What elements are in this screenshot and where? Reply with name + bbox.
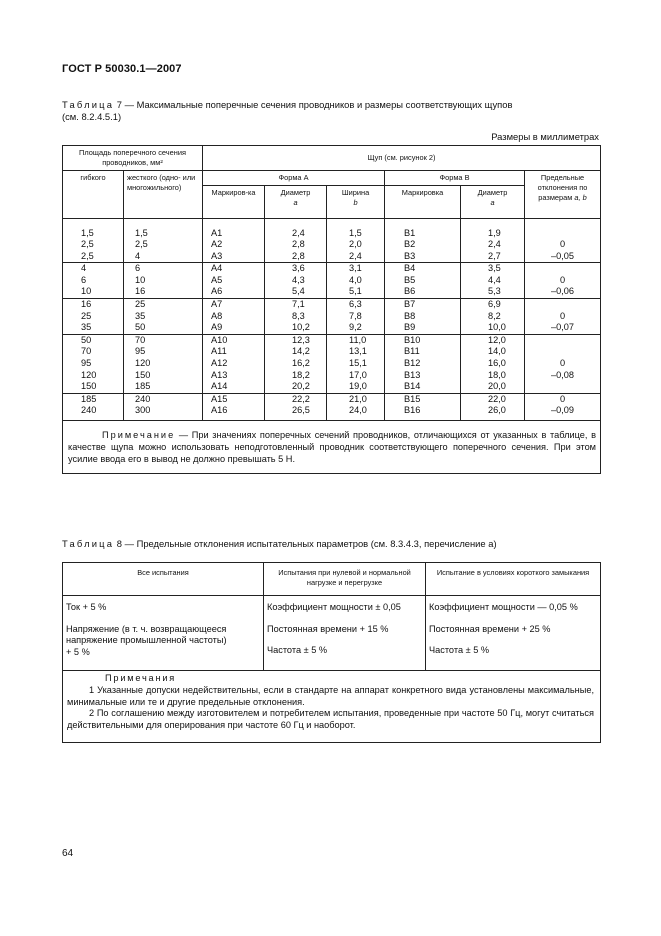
cell-flexible: 185 [63, 393, 124, 405]
cell-diameter-b: 16,0 [461, 358, 525, 370]
cell-width-b: 5,1 [327, 286, 385, 298]
cell-limit-dev: –0,06 [525, 286, 601, 298]
table7-head-form-b: Форма B [385, 171, 525, 186]
cell-limit-dev: 0 [525, 311, 601, 323]
table-row [63, 393, 601, 405]
table7 [62, 145, 601, 474]
cell-limit-dev: 0 [525, 275, 601, 287]
table8-head-short-circuit: Испытание в условиях короткого замыкания [426, 563, 601, 596]
cell-width-b: 21,0 [327, 393, 385, 405]
table8-voltage-line2: напряжение промышленной частоты) [66, 635, 227, 645]
cell-diameter-a: 16,2 [265, 358, 327, 370]
cell-marking-b: B7 [385, 299, 461, 311]
cell-flexible: 1,5 [63, 228, 124, 240]
table-row [63, 405, 601, 417]
table8-note1: 1 Указанные допуски недействительны, если в стандарте на аппарат конкретного вида установлены максимальные, минимальные или те и другие предельные отклонения. [67, 684, 594, 707]
cell-marking-b: B3 [385, 251, 461, 263]
cell-flexible: 16 [63, 299, 124, 311]
table7-head-probe: Щуп (см. рисунок 2) [203, 146, 601, 171]
table8-voltage-line3: + 5 % [66, 646, 90, 657]
cell-marking-a: A12 [203, 358, 265, 370]
table7-note-word: Примечание [102, 429, 176, 440]
table7-note-text: — При значениях поперечных сечений проводников, отличающихся от указанных в таблице, в качестве щупа можно использовать неподготовленный проводник соответствующего поперечного сечения. При этом усилие ввода его в вывод не должно превышать 5 Н. [68, 429, 597, 464]
cell-rigid: 50 [124, 322, 203, 334]
cell-rigid: 10 [124, 275, 203, 287]
cell-marking-b: B4 [385, 263, 461, 275]
cell-rigid: 1,5 [124, 228, 203, 240]
cell-diameter-a: 2,4 [265, 228, 327, 240]
cell-width-b: 6,3 [327, 299, 385, 311]
table7-units: Размеры в миллиметрах [491, 131, 599, 142]
cell-rigid: 16 [124, 286, 203, 298]
cell-width-b: 15,1 [327, 358, 385, 370]
cell-marking-b: B5 [385, 275, 461, 287]
cell-marking-a: A7 [203, 299, 265, 311]
cell-flexible: 240 [63, 405, 124, 417]
cell-marking-b: B12 [385, 358, 461, 370]
cell-rigid: 6 [124, 263, 203, 275]
cell-diameter-a: 5,4 [265, 286, 327, 298]
cell-diameter-b: 14,0 [461, 346, 525, 358]
table7-head-diameter-a: Диаметр a [265, 186, 327, 219]
cell-marking-a: A9 [203, 322, 265, 334]
cell-limit-dev: –0,09 [525, 405, 601, 417]
table-row [63, 263, 601, 275]
cell-diameter-a: 8,3 [265, 311, 327, 323]
table8-head-no-load: Испытания при нулевой и нормальной нагрузке и перегрузке [264, 563, 426, 596]
cell-width-b: 2,4 [327, 251, 385, 263]
cell-limit-dev [525, 346, 601, 358]
table8-caption-text: — Предельные отклонения испытательных параметров (см. 8.3.4.3, перечисление а) [124, 538, 497, 549]
cell-diameter-b: 22,0 [461, 393, 525, 405]
cell-flexible: 10 [63, 286, 124, 298]
cell-diameter-b: 18,0 [461, 370, 525, 382]
cell-diameter-a: 18,2 [265, 370, 327, 382]
table7-caption-ref: (см. 8.2.4.5.1) [62, 111, 122, 122]
table7-head-area: Площадь поперечного сечения проводников, мм² [63, 146, 203, 171]
cell-limit-dev [525, 263, 601, 275]
table7-body [63, 228, 601, 418]
cell-diameter-a: 10,2 [265, 322, 327, 334]
cell-flexible: 25 [63, 311, 124, 323]
cell-width-b: 2,0 [327, 239, 385, 251]
cell-limit-dev: –0,05 [525, 251, 601, 263]
cell-diameter-b: 2,7 [461, 251, 525, 263]
table7-note [63, 420, 601, 473]
cell-diameter-a: 22,2 [265, 393, 327, 405]
cell-rigid: 4 [124, 251, 203, 263]
cell-diameter-a: 4,3 [265, 275, 327, 287]
cell-marking-a: A10 [203, 334, 265, 346]
table-row [63, 239, 601, 251]
table8-no-load-frequency: Частота ± 5 % [267, 645, 328, 655]
table-row [63, 358, 601, 370]
cell-rigid: 95 [124, 346, 203, 358]
cell-marking-a: A1 [203, 228, 265, 240]
cell-width-b: 4,0 [327, 275, 385, 287]
cell-marking-a: A8 [203, 311, 265, 323]
cell-marking-b: B6 [385, 286, 461, 298]
cell-flexible: 70 [63, 346, 124, 358]
table-row [63, 381, 601, 393]
cell-flexible: 50 [63, 334, 124, 346]
table7-caption [62, 99, 600, 123]
cell-marking-a: A16 [203, 405, 265, 417]
cell-diameter-b: 1,9 [461, 228, 525, 240]
table-row [63, 370, 601, 382]
cell-rigid: 300 [124, 405, 203, 417]
cell-flexible: 95 [63, 358, 124, 370]
table8-note2: 2 По соглашению между изготовителем и потребителем испытания, проведенные при частоте 50 Гц, могут считаться действительными для оперирования при частоте 60 Гц и наоборот. [67, 708, 594, 731]
cell-marking-a: A3 [203, 251, 265, 263]
cell-flexible: 6 [63, 275, 124, 287]
table8 [62, 562, 601, 743]
cell-diameter-b: 20,0 [461, 381, 525, 393]
cell-diameter-b: 26,0 [461, 405, 525, 417]
cell-rigid: 120 [124, 358, 203, 370]
cell-limit-dev: –0,08 [525, 370, 601, 382]
table8-no-load-power-factor: Коэффициент мощности ± 0,05 [267, 602, 401, 612]
cell-diameter-b: 3,5 [461, 263, 525, 275]
cell-limit-dev [525, 228, 601, 240]
cell-marking-b: B16 [385, 405, 461, 417]
table8-sc-frequency: Частота ± 5 % [429, 645, 490, 655]
cell-diameter-b: 5,3 [461, 286, 525, 298]
cell-rigid: 2,5 [124, 239, 203, 251]
cell-marking-a: A13 [203, 370, 265, 382]
table7-head-form-a: Форма A [203, 171, 385, 186]
table8-current: Ток + 5 % [66, 602, 107, 612]
cell-diameter-a: 3,6 [265, 263, 327, 275]
cell-marking-b: B8 [385, 311, 461, 323]
cell-width-b: 3,1 [327, 263, 385, 275]
cell-flexible: 2,5 [63, 251, 124, 263]
cell-marking-a: A14 [203, 381, 265, 393]
table7-head-width: Ширина b [327, 186, 385, 219]
table8-col-short-circuit [426, 596, 601, 671]
table-row [63, 251, 601, 263]
table7-head-limit-deviation: Предельные отклонения по размерам a, b [525, 171, 601, 219]
table7-head-rigid: жесткого (одно- или многожильного) [124, 171, 203, 219]
cell-marking-b: B14 [385, 381, 461, 393]
cell-marking-b: B11 [385, 346, 461, 358]
table-row [63, 346, 601, 358]
table-row [63, 228, 601, 240]
cell-marking-b: B1 [385, 228, 461, 240]
cell-flexible: 120 [63, 370, 124, 382]
cell-diameter-b: 8,2 [461, 311, 525, 323]
cell-marking-a: A11 [203, 346, 265, 358]
cell-flexible: 35 [63, 322, 124, 334]
cell-diameter-b: 10,0 [461, 322, 525, 334]
table-row [63, 334, 601, 346]
table8-notes [63, 671, 601, 743]
table8-head-all-tests: Все испытания [63, 563, 264, 596]
table-row [63, 275, 601, 287]
cell-limit-dev [525, 381, 601, 393]
cell-width-b: 11,0 [327, 334, 385, 346]
cell-marking-b: B13 [385, 370, 461, 382]
table7-head-flexible: гибкого [63, 171, 124, 219]
table7-caption-text: — Максимальные поперечные сечения проводников и размеры соответствующих щупов [124, 99, 513, 110]
cell-flexible: 2,5 [63, 239, 124, 251]
cell-limit-dev: 0 [525, 358, 601, 370]
cell-diameter-b: 6,9 [461, 299, 525, 311]
cell-marking-a: A4 [203, 263, 265, 275]
cell-diameter-a: 12,3 [265, 334, 327, 346]
cell-marking-a: A2 [203, 239, 265, 251]
cell-diameter-a: 26,5 [265, 405, 327, 417]
table8-no-load-time-constant: Постоянная времени + 15 % [267, 623, 389, 634]
cell-flexible: 150 [63, 381, 124, 393]
cell-marking-b: B9 [385, 322, 461, 334]
cell-diameter-b: 2,4 [461, 239, 525, 251]
cell-width-b: 7,8 [327, 311, 385, 323]
table8-sc-time-constant: Постоянная времени + 25 % [429, 623, 551, 634]
cell-diameter-a: 20,2 [265, 381, 327, 393]
table-row [63, 322, 601, 334]
table-row [63, 299, 601, 311]
cell-marking-b: B10 [385, 334, 461, 346]
document-code: ГОСТ Р 50030.1—2007 [62, 63, 182, 75]
cell-rigid: 25 [124, 299, 203, 311]
cell-width-b: 13,1 [327, 346, 385, 358]
table7-head-marking-a: Маркиров-ка [203, 186, 265, 219]
cell-rigid: 150 [124, 370, 203, 382]
cell-marking-a: A5 [203, 275, 265, 287]
cell-marking-a: A6 [203, 286, 265, 298]
cell-rigid: 185 [124, 381, 203, 393]
cell-limit-dev [525, 299, 601, 311]
cell-marking-b: B2 [385, 239, 461, 251]
table8-col-all-tests [63, 596, 264, 671]
table8-sc-power-factor: Коэффициент мощности — 0,05 % [429, 602, 578, 612]
cell-width-b: 19,0 [327, 381, 385, 393]
cell-limit-dev: 0 [525, 239, 601, 251]
cell-diameter-b: 4,4 [461, 275, 525, 287]
table7-caption-word: Таблица [62, 99, 115, 110]
table8-caption [62, 538, 497, 550]
cell-marking-a: A15 [203, 393, 265, 405]
cell-width-b: 17,0 [327, 370, 385, 382]
cell-rigid: 70 [124, 334, 203, 346]
cell-limit-dev: 0 [525, 393, 601, 405]
cell-diameter-b: 12,0 [461, 334, 525, 346]
cell-width-b: 24,0 [327, 405, 385, 417]
cell-diameter-a: 2,8 [265, 251, 327, 263]
table-row [63, 311, 601, 323]
table8-caption-number: 8 [116, 538, 122, 549]
page-number: 64 [62, 848, 74, 859]
cell-diameter-a: 2,8 [265, 239, 327, 251]
table8-voltage-line1: Напряжение (в т. ч. возвращающееся [66, 623, 227, 634]
table8-caption-word: Таблица [62, 538, 115, 549]
table-row [63, 286, 601, 298]
table8-col-no-load [264, 596, 426, 671]
table7-head-marking-b: Маркировка [385, 186, 461, 219]
cell-flexible: 4 [63, 263, 124, 275]
cell-limit-dev: –0,07 [525, 322, 601, 334]
cell-marking-b: B15 [385, 393, 461, 405]
table7-caption-number: 7 [116, 99, 122, 110]
table8-notes-title: Примечания [105, 673, 177, 683]
cell-rigid: 35 [124, 311, 203, 323]
table7-head-diameter-b: Диаметр a [461, 186, 525, 219]
cell-width-b: 1,5 [327, 228, 385, 240]
cell-width-b: 9,2 [327, 322, 385, 334]
cell-diameter-a: 14,2 [265, 346, 327, 358]
cell-limit-dev [525, 334, 601, 346]
cell-rigid: 240 [124, 393, 203, 405]
cell-diameter-a: 7,1 [265, 299, 327, 311]
